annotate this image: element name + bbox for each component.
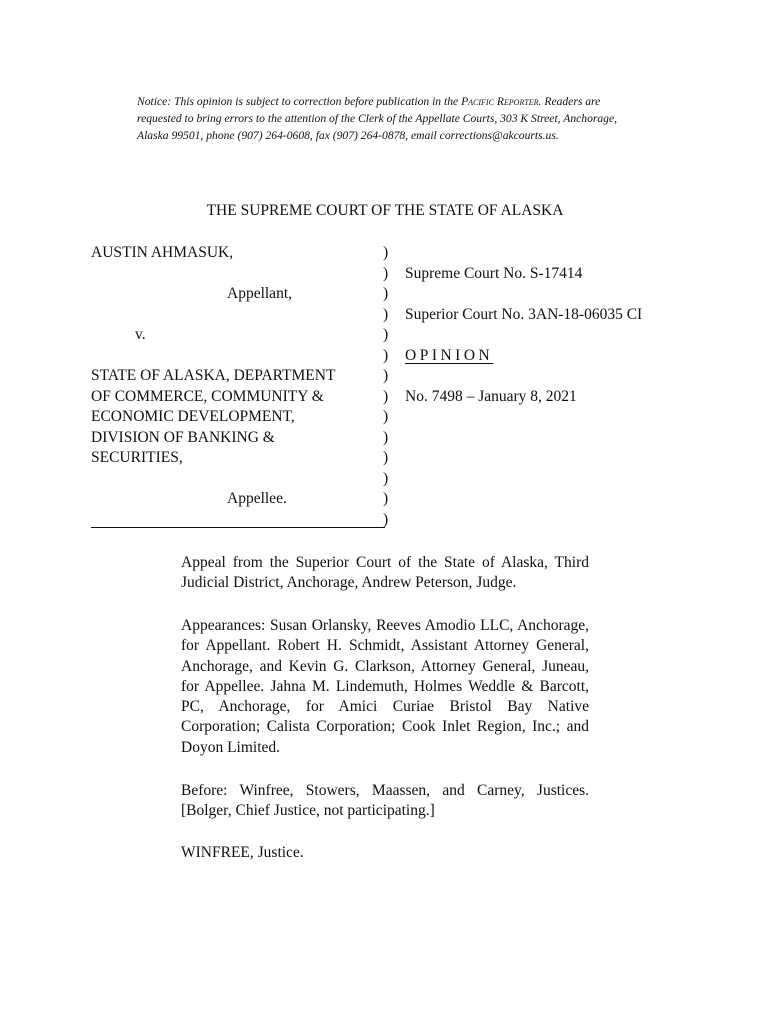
caption-parentheses: ) ) ) ) ) ) ) ) ) ) ) ) ) )	[383, 244, 389, 528]
opinion-number-date: No. 7498 – January 8, 2021	[405, 388, 577, 405]
superior-court-number: Superior Court No. 3AN-18-06035 CI	[405, 306, 643, 323]
appellee-line: SECURITIES,	[91, 449, 183, 466]
appellee-line: DIVISION OF BANKING &	[91, 429, 275, 446]
notice-prefix: Notice: This opinion is subject to correction before publication in the	[137, 95, 462, 108]
court-title: THE SUPREME COURT OF THE STATE OF ALASKA	[206, 202, 564, 219]
appearances: Appearances: Susan Orlansky, Reeves Amodio LLC, Anchorage, for Appellant. Robert H. Schmidt, Assistant Attorney General, Anchorage, and Kevin G. Clarkson, Attorney General, Juneau, for Appellee. Jahna M. Lindemuth, Holmes Weddle & Barcott, PC, Anchorage, for Amici Curiae Bristol Bay Native Corporation; Calista Corporation; Cook Inlet Region, Inc.; and Doyon Limited.	[181, 617, 589, 756]
appellant-role: Appellant,	[227, 285, 292, 302]
before-justices: Before: Winfree, Stowers, Maassen, and Carney, Justices. [Bolger, Chief Justice, not participating.]	[181, 782, 589, 820]
caption-rule	[91, 527, 385, 528]
appellee-line: STATE OF ALASKA, DEPARTMENT	[91, 367, 336, 384]
appellant-name: AUSTIN AHMASUK,	[91, 244, 234, 261]
appellee-line: ECONOMIC DEVELOPMENT,	[91, 408, 295, 425]
reporter-name: Pacific Reporter	[461, 95, 539, 108]
appeal-from: Appeal from the Superior Court of the State of Alaska, Third Judicial District, Anchorage, Andrew Peterson, Judge.	[181, 554, 589, 592]
opinion-label: OPINION	[405, 347, 494, 364]
notice-rest: . Readers are requested to bring errors to the attention of the Clerk of the Appellate Courts, 303 K Street, Anchorage, Alaska 99501, phone (907) 264-0608, fax (907) 264-0878, email corrections@akcourts.us.	[137, 95, 618, 142]
appellee-line: OF COMMERCE, COMMUNITY &	[91, 388, 324, 405]
opinion-author: WINFREE, Justice.	[181, 844, 304, 861]
appellee-role: Appellee.	[227, 490, 287, 507]
supreme-court-number: Supreme Court No. S-17414	[405, 265, 583, 282]
versus: v.	[135, 326, 146, 343]
